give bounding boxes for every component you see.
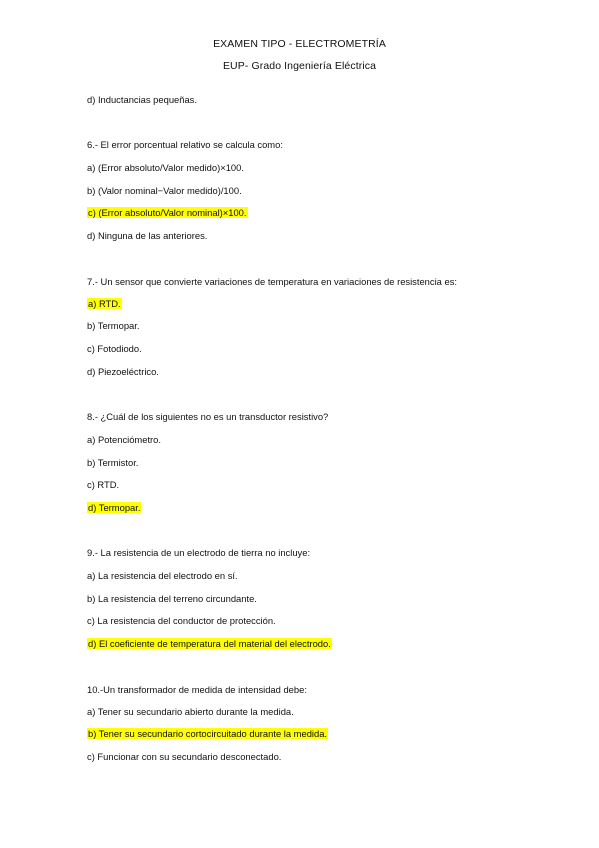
correct-answer [87, 638, 332, 650]
question-6: 6.- El error porcentual relativo se calcula como: [87, 139, 283, 150]
answer-option: a) Potenciómetro. [87, 434, 161, 445]
answer-option: a) Tener su secundario abierto durante la medida. [87, 706, 294, 717]
question-7: 7.- Un sensor que convierte variaciones de temperatura en variaciones de resistencia es: [87, 276, 457, 287]
answer-option: b) Termistor. [87, 457, 139, 468]
answer-option: c) RTD. [87, 479, 120, 490]
answer-option: b) La resistencia del terreno circundante. [87, 593, 257, 604]
answer-option: b) Termopar. [87, 320, 140, 331]
answer-option: d) Piezoeléctrico. [87, 366, 159, 377]
correct-answer [87, 728, 328, 740]
answer-option: d) Inductancias pequeñas. [87, 94, 197, 105]
highlight: c) (Error absoluto/Valor nominal)×100. [88, 207, 247, 218]
question-10: 10.-Un transformador de medida de intensidad debe: [87, 684, 307, 695]
highlight: b) Tener su secundario cortocircuitado durante la medida. [88, 728, 328, 739]
answer-option: c) Funcionar con su secundario desconectado. [87, 751, 282, 762]
document-subtitle: EUP- Grado Ingeniería Eléctrica [222, 60, 377, 72]
question-8: 8.- ¿Cuál de los siguientes no es un transductor resistivo? [87, 411, 329, 422]
highlight: d) El coeficiente de temperatura del material del electrodo. [88, 638, 331, 649]
answer-option: b) (Valor nominal−Valor medido)/100. [87, 185, 242, 196]
highlight: a) RTD. [88, 298, 121, 309]
correct-answer [87, 502, 141, 514]
answer-option: c) La resistencia del conductor de protección. [87, 615, 276, 626]
answer-option: a) La resistencia del electrodo en sí. [87, 570, 238, 581]
highlight: d) Termopar. [88, 502, 141, 513]
answer-option: d) Ninguna de las anteriores. [87, 230, 208, 241]
document-title: EXAMEN TIPO - ELECTROMETRÍA [213, 38, 386, 50]
correct-answer [87, 298, 122, 310]
correct-answer [87, 207, 248, 219]
answer-option: c) Fotodiodo. [87, 343, 142, 354]
question-9: 9.- La resistencia de un electrodo de tierra no incluye: [87, 547, 311, 558]
answer-option: a) (Error absoluto/Valor medido)×100. [87, 162, 244, 173]
